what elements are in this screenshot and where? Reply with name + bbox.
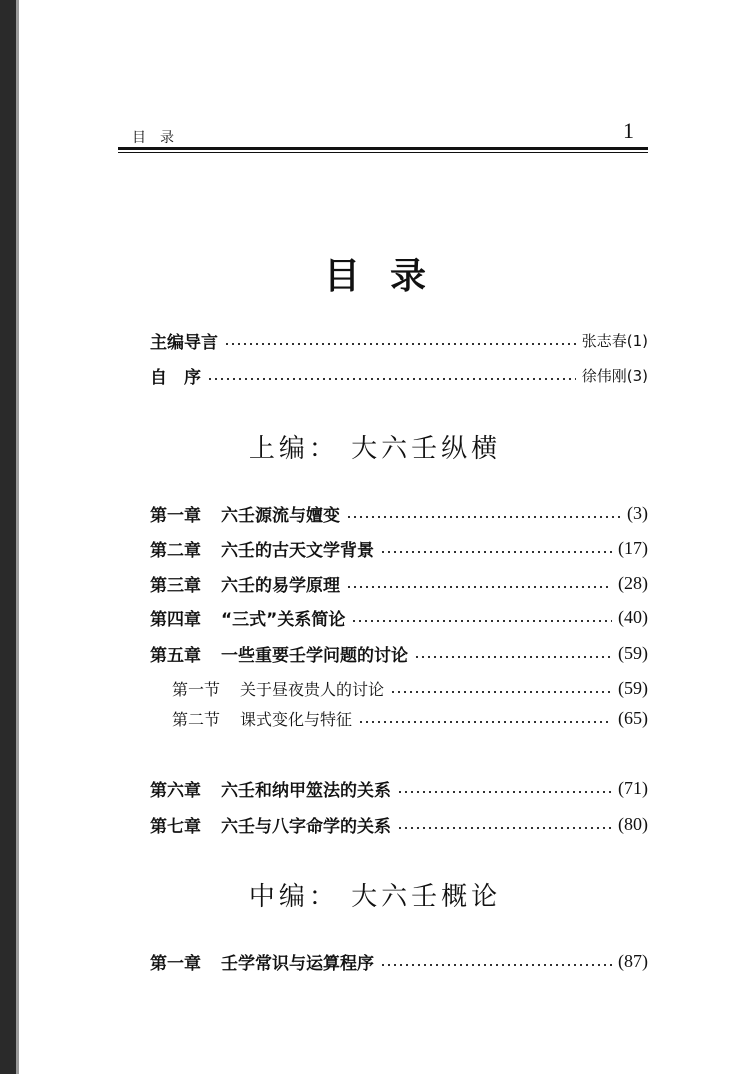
header-rule-thick <box>118 147 648 150</box>
page-ref: (28) <box>618 572 648 593</box>
dot-leader <box>207 378 576 380</box>
section-number: 第二节 <box>172 709 221 729</box>
dot-leader <box>224 343 576 345</box>
chapter-number: 第四章 <box>150 609 201 630</box>
chapter-number: 第二章 <box>150 540 201 561</box>
running-head-label: 目录 <box>132 130 188 146</box>
chapter-title: 六壬与八字命学的关系 <box>221 816 391 837</box>
section-title: 课式变化与特征 <box>240 709 353 729</box>
chapter-number: 第七章 <box>150 816 201 837</box>
part-heading-upper: 上编： 大六壬纵横 <box>248 434 502 464</box>
chapter-number: 第一章 <box>150 953 201 974</box>
dot-leader <box>414 656 612 658</box>
toc-entry-label: 主编导言 <box>150 332 218 353</box>
toc-entry-chapter[interactable] <box>150 810 648 838</box>
toc-entry-section[interactable] <box>172 704 648 732</box>
header-rule-thin <box>118 152 648 153</box>
chapter-title: “三式”关系简论 <box>221 609 346 630</box>
toc-entry-chapter[interactable] <box>150 639 648 667</box>
page-ref: (17) <box>618 537 648 558</box>
dot-leader <box>346 586 612 588</box>
dot-leader <box>397 791 612 793</box>
page-ref: (3) <box>627 502 648 523</box>
toc-entry-chapter[interactable] <box>150 534 648 562</box>
running-head <box>118 118 648 154</box>
toc-entry-author-page: 徐伟刚(3) <box>581 366 648 385</box>
page-ref: (59) <box>618 642 648 663</box>
chapter-title: 六壬源流与嬗变 <box>221 505 340 526</box>
page-ref: (80) <box>618 813 648 834</box>
toc-entry-chapter[interactable] <box>150 569 648 597</box>
chapter-number: 第一章 <box>150 505 201 526</box>
dot-leader <box>380 551 612 553</box>
dot-leader <box>346 516 621 518</box>
page-ref: (59) <box>618 677 648 698</box>
toc-entry-preface-author[interactable] <box>150 361 648 389</box>
section-title: 关于昼夜贵人的讨论 <box>240 679 385 699</box>
dot-leader <box>397 827 612 829</box>
chapter-number: 第六章 <box>150 780 201 801</box>
toc-entry-chapter[interactable] <box>150 603 648 631</box>
toc-entry-section[interactable] <box>172 674 648 702</box>
toc-entry-label: 自 序 <box>150 367 201 388</box>
toc-entry-chapter[interactable] <box>150 499 648 527</box>
dot-leader <box>380 964 612 966</box>
chapter-title: 壬学常识与运算程序 <box>221 953 374 974</box>
toc-entry-author-page: 张志春(1) <box>581 331 648 350</box>
toc-entry-preface-editor[interactable] <box>150 326 648 354</box>
chapter-title: 一些重要壬学问题的讨论 <box>221 645 408 666</box>
dot-leader <box>358 721 612 723</box>
chapter-title: 六壬和纳甲筮法的关系 <box>221 780 391 801</box>
dot-leader <box>390 691 612 693</box>
page-ref: (87) <box>618 950 648 971</box>
chapter-number: 第五章 <box>150 645 201 666</box>
chapter-number: 第三章 <box>150 575 201 596</box>
toc-entry-chapter[interactable] <box>150 947 648 975</box>
chapter-title: 六壬的古天文学背景 <box>221 540 374 561</box>
page-ref: (40) <box>618 606 648 627</box>
page-title: 目录 <box>323 256 456 297</box>
dot-leader <box>351 620 612 622</box>
part-heading-middle: 中编： 大六壬概论 <box>248 882 502 912</box>
chapter-title: 六壬的易学原理 <box>221 575 340 596</box>
page-number: 1 <box>623 118 634 143</box>
page-ref: (71) <box>618 777 648 798</box>
page-ref: (65) <box>618 707 648 728</box>
toc-entry-chapter[interactable] <box>150 774 648 802</box>
section-number: 第一节 <box>172 679 221 699</box>
